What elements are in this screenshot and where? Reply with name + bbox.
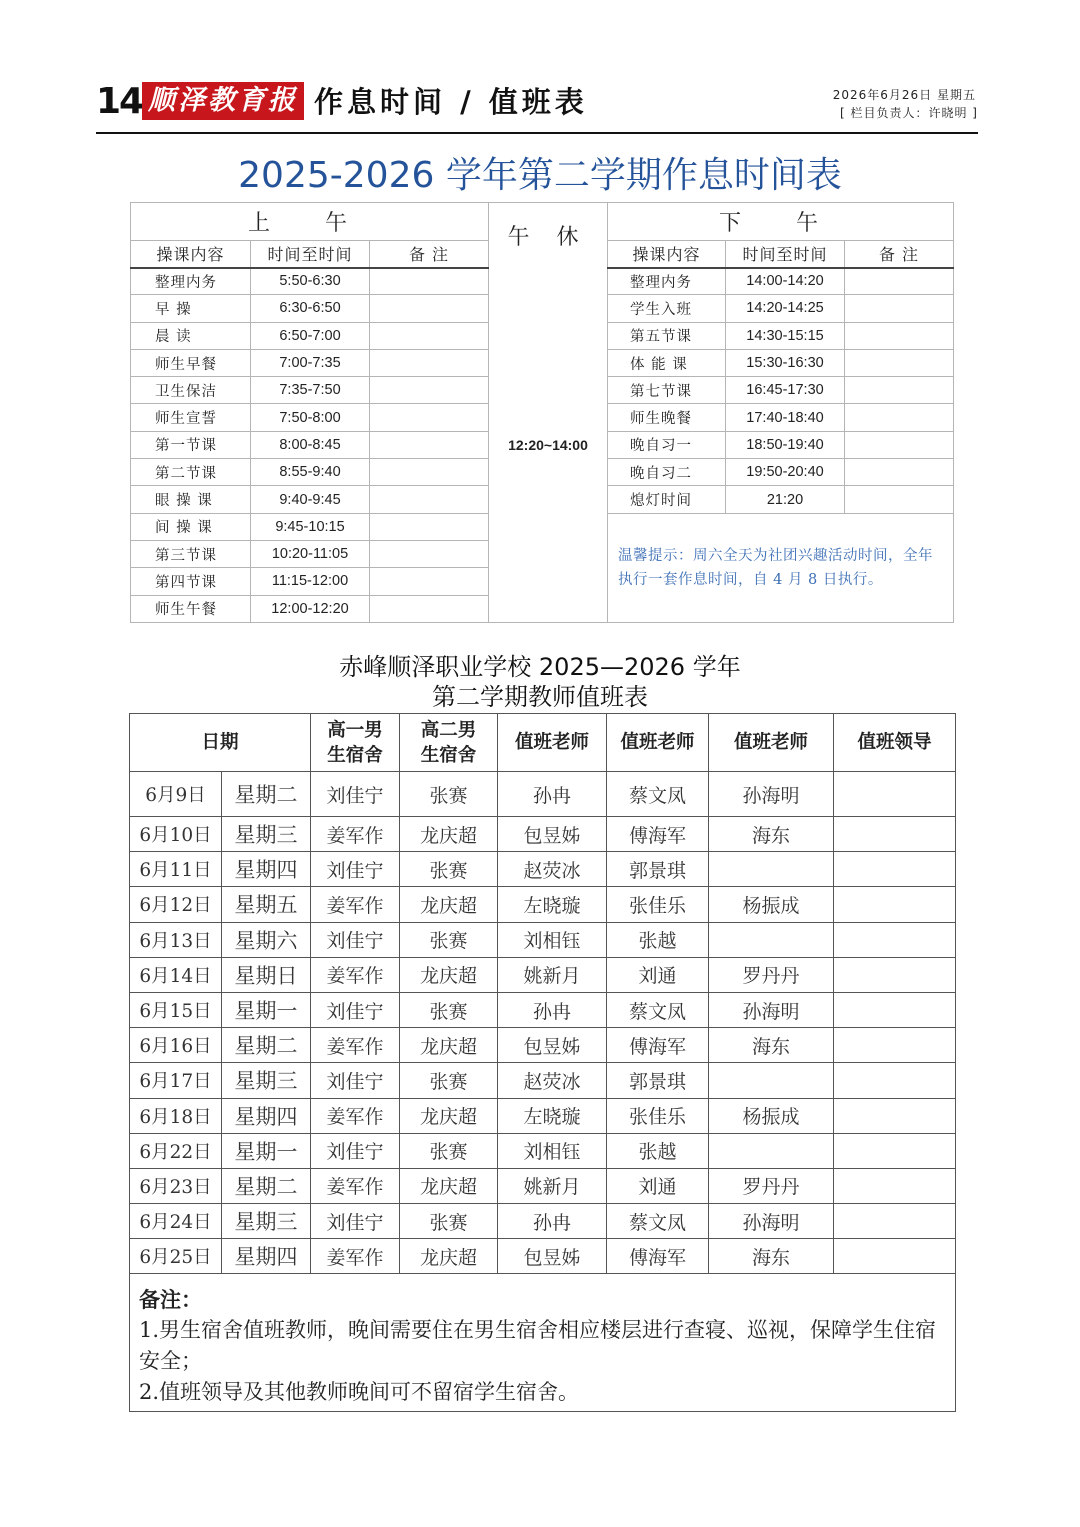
- duty-leader: [834, 1133, 956, 1168]
- duty-teacher-3: 海东: [709, 817, 834, 852]
- duty-date: 6月10日: [130, 817, 222, 852]
- noon-break-time: 12:20~14:00: [489, 268, 608, 623]
- morning-activity: 第四节课: [131, 568, 251, 595]
- duty-dorm-grade2: 龙庆超: [400, 1239, 498, 1274]
- duty-teacher-1: 赵荧冰: [498, 1063, 607, 1098]
- duty-weekday: 星期三: [222, 1063, 311, 1098]
- morning-time: 6:50-7:00: [251, 322, 370, 349]
- duty-notes-row: [130, 1274, 956, 1412]
- duty-teacher-1: 孙冉: [498, 772, 607, 817]
- duty-teacher-2: 蔡文凤: [607, 992, 709, 1027]
- duty-dorm-grade1: 刘佳宁: [311, 1063, 400, 1098]
- col-dorm-grade2: [400, 714, 498, 772]
- col-dorm-grade1: [311, 714, 400, 772]
- duty-dorm-grade1: 姜军作: [311, 1239, 400, 1274]
- afternoon-time: 18:50-19:40: [726, 431, 845, 458]
- morning-activity: 整理内务: [131, 268, 251, 295]
- duty-dorm-grade2: 龙庆超: [400, 957, 498, 992]
- duty-teacher-2: 刘通: [607, 1168, 709, 1203]
- morning-note: [370, 540, 489, 567]
- col-dorm-grade1-line2: 生宿舍: [327, 744, 383, 766]
- afternoon-time: 14:30-15:15: [726, 322, 845, 349]
- afternoon-col-time: 时间至时间: [726, 241, 845, 268]
- afternoon-time: 16:45-17:30: [726, 377, 845, 404]
- col-dorm-grade1-line1: 高一男: [327, 719, 383, 741]
- duty-weekday: 星期一: [222, 992, 311, 1027]
- morning-time: 9:40-9:45: [251, 486, 370, 513]
- afternoon-activity: 师生晚餐: [608, 404, 726, 431]
- afternoon-note: [845, 377, 954, 404]
- duty-leader: [834, 772, 956, 817]
- duty-weekday: 星期四: [222, 1239, 311, 1274]
- duty-leader: [834, 852, 956, 887]
- duty-teacher-3: 杨振成: [709, 887, 834, 922]
- duty-date: 6月25日: [130, 1239, 222, 1274]
- duty-teacher-3: 罗丹丹: [709, 957, 834, 992]
- morning-activity: 间 操 课: [131, 513, 251, 540]
- duty-teacher-3: [709, 922, 834, 957]
- notes-line: 2.值班领导及其他教师晚间可不留宿学生宿舍。: [139, 1380, 580, 1405]
- morning-header: 上 午: [131, 203, 489, 241]
- duty-dorm-grade1: 刘佳宁: [311, 772, 400, 817]
- duty-date: 6月23日: [130, 1168, 222, 1203]
- col-date: 日期: [130, 714, 311, 772]
- morning-note: [370, 486, 489, 513]
- duty-leader: [834, 1098, 956, 1133]
- afternoon-col-activity: 操课内容: [608, 241, 726, 268]
- afternoon-activity: 熄灯时间: [608, 486, 726, 513]
- duty-dorm-grade2: 张赛: [400, 852, 498, 887]
- afternoon-activity: 第七节课: [608, 377, 726, 404]
- duty-teacher-2: 傅海军: [607, 1239, 709, 1274]
- morning-time: 6:30-6:50: [251, 295, 370, 322]
- duty-teacher-1: 孙冉: [498, 992, 607, 1027]
- morning-note: [370, 568, 489, 595]
- duty-teacher-3: 孙海明: [709, 772, 834, 817]
- duty-date: 6月9日: [130, 772, 222, 817]
- morning-time: 9:45-10:15: [251, 513, 370, 540]
- duty-row: [130, 922, 956, 957]
- duty-dorm-grade1: 刘佳宁: [311, 1133, 400, 1168]
- duty-date: 6月14日: [130, 957, 222, 992]
- col-dorm-grade2-line2: 生宿舍: [420, 744, 477, 766]
- duty-leader: [834, 1239, 956, 1274]
- duty-weekday: 星期三: [222, 1204, 311, 1239]
- duty-date: 6月24日: [130, 1204, 222, 1239]
- duty-leader: [834, 1063, 956, 1098]
- morning-note: [370, 349, 489, 376]
- duty-teacher-2: 郭景琪: [607, 852, 709, 887]
- afternoon-time: 17:40-18:40: [726, 404, 845, 431]
- duty-teacher-1: 包昱姊: [498, 817, 607, 852]
- duty-row: [130, 1028, 956, 1063]
- duty-leader: [834, 817, 956, 852]
- duty-teacher-1: 包昱姊: [498, 1028, 607, 1063]
- afternoon-time: 19:50-20:40: [726, 459, 845, 486]
- duty-title-line2: 第二学期教师值班表: [432, 683, 648, 711]
- duty-notes: [130, 1274, 956, 1412]
- morning-activity: 第三节课: [131, 540, 251, 567]
- duty-title-line1: 赤峰顺泽职业学校 2025—2026 学年: [339, 653, 741, 681]
- duty-weekday: 星期二: [222, 1028, 311, 1063]
- afternoon-time: 15:30-16:30: [726, 349, 845, 376]
- duty-teacher-1: 赵荧冰: [498, 852, 607, 887]
- duty-dorm-grade2: 张赛: [400, 1204, 498, 1239]
- duty-teacher-3: [709, 852, 834, 887]
- duty-teacher-2: 张越: [607, 1133, 709, 1168]
- duty-teacher-2: 张佳乐: [607, 887, 709, 922]
- duty-row: [130, 1204, 956, 1239]
- duty-dorm-grade1: 姜军作: [311, 1168, 400, 1203]
- duty-dorm-grade2: 张赛: [400, 1063, 498, 1098]
- duty-dorm-grade2: 张赛: [400, 1133, 498, 1168]
- duty-dorm-grade1: 姜军作: [311, 817, 400, 852]
- duty-leader: [834, 1168, 956, 1203]
- duty-dorm-grade1: 刘佳宁: [311, 1204, 400, 1239]
- duty-dorm-grade2: 龙庆超: [400, 817, 498, 852]
- schedule-row: [131, 268, 954, 295]
- morning-activity: 师生宣誓: [131, 404, 251, 431]
- morning-activity: 师生早餐: [131, 349, 251, 376]
- afternoon-note: [845, 404, 954, 431]
- duty-date: 6月17日: [130, 1063, 222, 1098]
- duty-row: [130, 1098, 956, 1133]
- afternoon-time: 21:20: [726, 486, 845, 513]
- duty-teacher-2: 蔡文凤: [607, 772, 709, 817]
- duty-row: [130, 1168, 956, 1203]
- schedule-tip: 温馨提示：周六全天为社团兴趣活动时间，全年执行一套作息时间，自 4 月 8 日执行。: [608, 513, 954, 622]
- duty-dorm-grade1: 姜军作: [311, 887, 400, 922]
- morning-activity: 第二节课: [131, 459, 251, 486]
- duty-teacher-1: 姚新月: [498, 1168, 607, 1203]
- afternoon-note: [845, 349, 954, 376]
- duty-leader: [834, 1204, 956, 1239]
- duty-date: 6月16日: [130, 1028, 222, 1063]
- afternoon-time: 14:20-14:25: [726, 295, 845, 322]
- duty-row: [130, 1063, 956, 1098]
- morning-note: [370, 431, 489, 458]
- duty-date: 6月12日: [130, 887, 222, 922]
- duty-teacher-3: 孙海明: [709, 1204, 834, 1239]
- duty-weekday: 星期一: [222, 1133, 311, 1168]
- newspaper-logo: 顺泽教育报: [142, 82, 304, 120]
- duty-teacher-2: 张佳乐: [607, 1098, 709, 1133]
- duty-teacher-2: 郭景琪: [607, 1063, 709, 1098]
- duty-teacher-1: 左晓璇: [498, 887, 607, 922]
- duty-dorm-grade1: 刘佳宁: [311, 992, 400, 1027]
- duty-teacher-2: 傅海军: [607, 817, 709, 852]
- col-teacher-1: 值班老师: [498, 714, 607, 772]
- morning-note: [370, 513, 489, 540]
- duty-weekday: 星期日: [222, 957, 311, 992]
- morning-time: 7:50-8:00: [251, 404, 370, 431]
- afternoon-activity: 晚自习二: [608, 459, 726, 486]
- duty-teacher-1: 姚新月: [498, 957, 607, 992]
- afternoon-note: [845, 486, 954, 513]
- column-editor: [ 栏目负责人：许晓明 ]: [840, 106, 978, 120]
- duty-teacher-1: 刘相钰: [498, 1133, 607, 1168]
- afternoon-note: [845, 322, 954, 349]
- duty-leader: [834, 957, 956, 992]
- afternoon-activity: 学生入班: [608, 295, 726, 322]
- duty-teacher-3: 孙海明: [709, 992, 834, 1027]
- morning-time: 8:55-9:40: [251, 459, 370, 486]
- col-teacher-3: 值班老师: [709, 714, 834, 772]
- duty-weekday: 星期二: [222, 772, 311, 817]
- page-header: [96, 80, 978, 134]
- morning-time: 7:35-7:50: [251, 377, 370, 404]
- duty-dorm-grade2: 张赛: [400, 922, 498, 957]
- col-leader: 值班领导: [834, 714, 956, 772]
- morning-activity: 晨 读: [131, 322, 251, 349]
- afternoon-col-note: 备 注: [845, 241, 954, 268]
- schedule-table: [130, 202, 954, 623]
- duty-dorm-grade2: 张赛: [400, 992, 498, 1027]
- duty-leader: [834, 922, 956, 957]
- duty-weekday: 星期五: [222, 887, 311, 922]
- duty-weekday: 星期六: [222, 922, 311, 957]
- duty-leader: [834, 992, 956, 1027]
- morning-note: [370, 322, 489, 349]
- morning-time: 12:00-12:20: [251, 595, 370, 622]
- duty-weekday: 星期四: [222, 852, 311, 887]
- duty-teacher-1: 刘相钰: [498, 922, 607, 957]
- col-dorm-grade2-line1: 高二男: [420, 719, 477, 741]
- duty-weekday: 星期四: [222, 1098, 311, 1133]
- duty-teacher-1: 孙冉: [498, 1204, 607, 1239]
- duty-date: 6月18日: [130, 1098, 222, 1133]
- morning-col-activity: 操课内容: [131, 241, 251, 268]
- duty-dorm-grade2: 龙庆超: [400, 1028, 498, 1063]
- duty-dorm-grade1: 刘佳宁: [311, 852, 400, 887]
- morning-time: 7:00-7:35: [251, 349, 370, 376]
- duty-table: [129, 713, 956, 1412]
- afternoon-note: [845, 431, 954, 458]
- duty-row: [130, 1133, 956, 1168]
- col-teacher-2: 值班老师: [607, 714, 709, 772]
- duty-date: 6月15日: [130, 992, 222, 1027]
- morning-note: [370, 295, 489, 322]
- duty-row: [130, 992, 956, 1027]
- morning-note: [370, 377, 489, 404]
- duty-row: [130, 852, 956, 887]
- morning-time: 5:50-6:30: [251, 268, 370, 295]
- duty-date: 6月11日: [130, 852, 222, 887]
- morning-activity: 师生午餐: [131, 595, 251, 622]
- morning-col-time: 时间至时间: [251, 241, 370, 268]
- issue-date: 2026年6月26日 星期五: [832, 88, 976, 102]
- duty-title: [0, 652, 1080, 712]
- duty-row: [130, 817, 956, 852]
- afternoon-activity: 体 能 课: [608, 349, 726, 376]
- duty-teacher-3: 海东: [709, 1239, 834, 1274]
- morning-activity: 眼 操 课: [131, 486, 251, 513]
- duty-row: [130, 887, 956, 922]
- duty-dorm-grade1: 刘佳宁: [311, 922, 400, 957]
- duty-teacher-3: 杨振成: [709, 1098, 834, 1133]
- duty-leader: [834, 1028, 956, 1063]
- morning-activity: 早 操: [131, 295, 251, 322]
- duty-row: [130, 1239, 956, 1274]
- duty-dorm-grade2: 龙庆超: [400, 1098, 498, 1133]
- morning-time: 11:15-12:00: [251, 568, 370, 595]
- afternoon-activity: 晚自习一: [608, 431, 726, 458]
- afternoon-note: [845, 295, 954, 322]
- duty-teacher-2: 张越: [607, 922, 709, 957]
- page-number: 14: [96, 81, 143, 122]
- morning-time: 10:20-11:05: [251, 540, 370, 567]
- duty-teacher-1: 包昱姊: [498, 1239, 607, 1274]
- afternoon-activity: 整理内务: [608, 268, 726, 295]
- duty-teacher-3: 海东: [709, 1028, 834, 1063]
- notes-line: 1.男生宿舍值班教师，晚间需要住在男生宿舍相应楼层进行查寝、巡视，保障学生住宿安全；: [139, 1318, 937, 1374]
- duty-teacher-2: 蔡文凤: [607, 1204, 709, 1239]
- duty-teacher-3: [709, 1063, 834, 1098]
- notes-title: 备注：: [139, 1287, 202, 1313]
- duty-teacher-2: 傅海军: [607, 1028, 709, 1063]
- morning-note: [370, 404, 489, 431]
- duty-dorm-grade2: 张赛: [400, 772, 498, 817]
- duty-date: 6月13日: [130, 922, 222, 957]
- afternoon-note: [845, 268, 954, 295]
- afternoon-header: 下 午: [608, 203, 954, 241]
- duty-dorm-grade2: 龙庆超: [400, 887, 498, 922]
- noon-break-header: 午 休: [489, 203, 608, 268]
- duty-dorm-grade1: 姜军作: [311, 1028, 400, 1063]
- duty-teacher-1: 左晓璇: [498, 1098, 607, 1133]
- morning-col-note: 备 注: [370, 241, 489, 268]
- duty-row: [130, 957, 956, 992]
- duty-teacher-2: 刘通: [607, 957, 709, 992]
- duty-dorm-grade2: 龙庆超: [400, 1168, 498, 1203]
- morning-note: [370, 459, 489, 486]
- morning-note: [370, 268, 489, 295]
- duty-dorm-grade1: 姜军作: [311, 1098, 400, 1133]
- duty-teacher-3: [709, 1133, 834, 1168]
- morning-note: [370, 595, 489, 622]
- duty-teacher-3: 罗丹丹: [709, 1168, 834, 1203]
- afternoon-time: 14:00-14:20: [726, 268, 845, 295]
- duty-weekday: 星期三: [222, 817, 311, 852]
- morning-activity: 卫生保洁: [131, 377, 251, 404]
- duty-row: [130, 772, 956, 817]
- section-title: 作息时间 / 值班表: [314, 85, 588, 119]
- duty-date: 6月22日: [130, 1133, 222, 1168]
- afternoon-note: [845, 459, 954, 486]
- duty-dorm-grade1: 姜军作: [311, 957, 400, 992]
- afternoon-activity: 第五节课: [608, 322, 726, 349]
- morning-activity: 第一节课: [131, 431, 251, 458]
- duty-weekday: 星期二: [222, 1168, 311, 1203]
- schedule-title: 2025-2026 学年第二学期作息时间表: [238, 155, 842, 196]
- duty-leader: [834, 887, 956, 922]
- morning-time: 8:00-8:45: [251, 431, 370, 458]
